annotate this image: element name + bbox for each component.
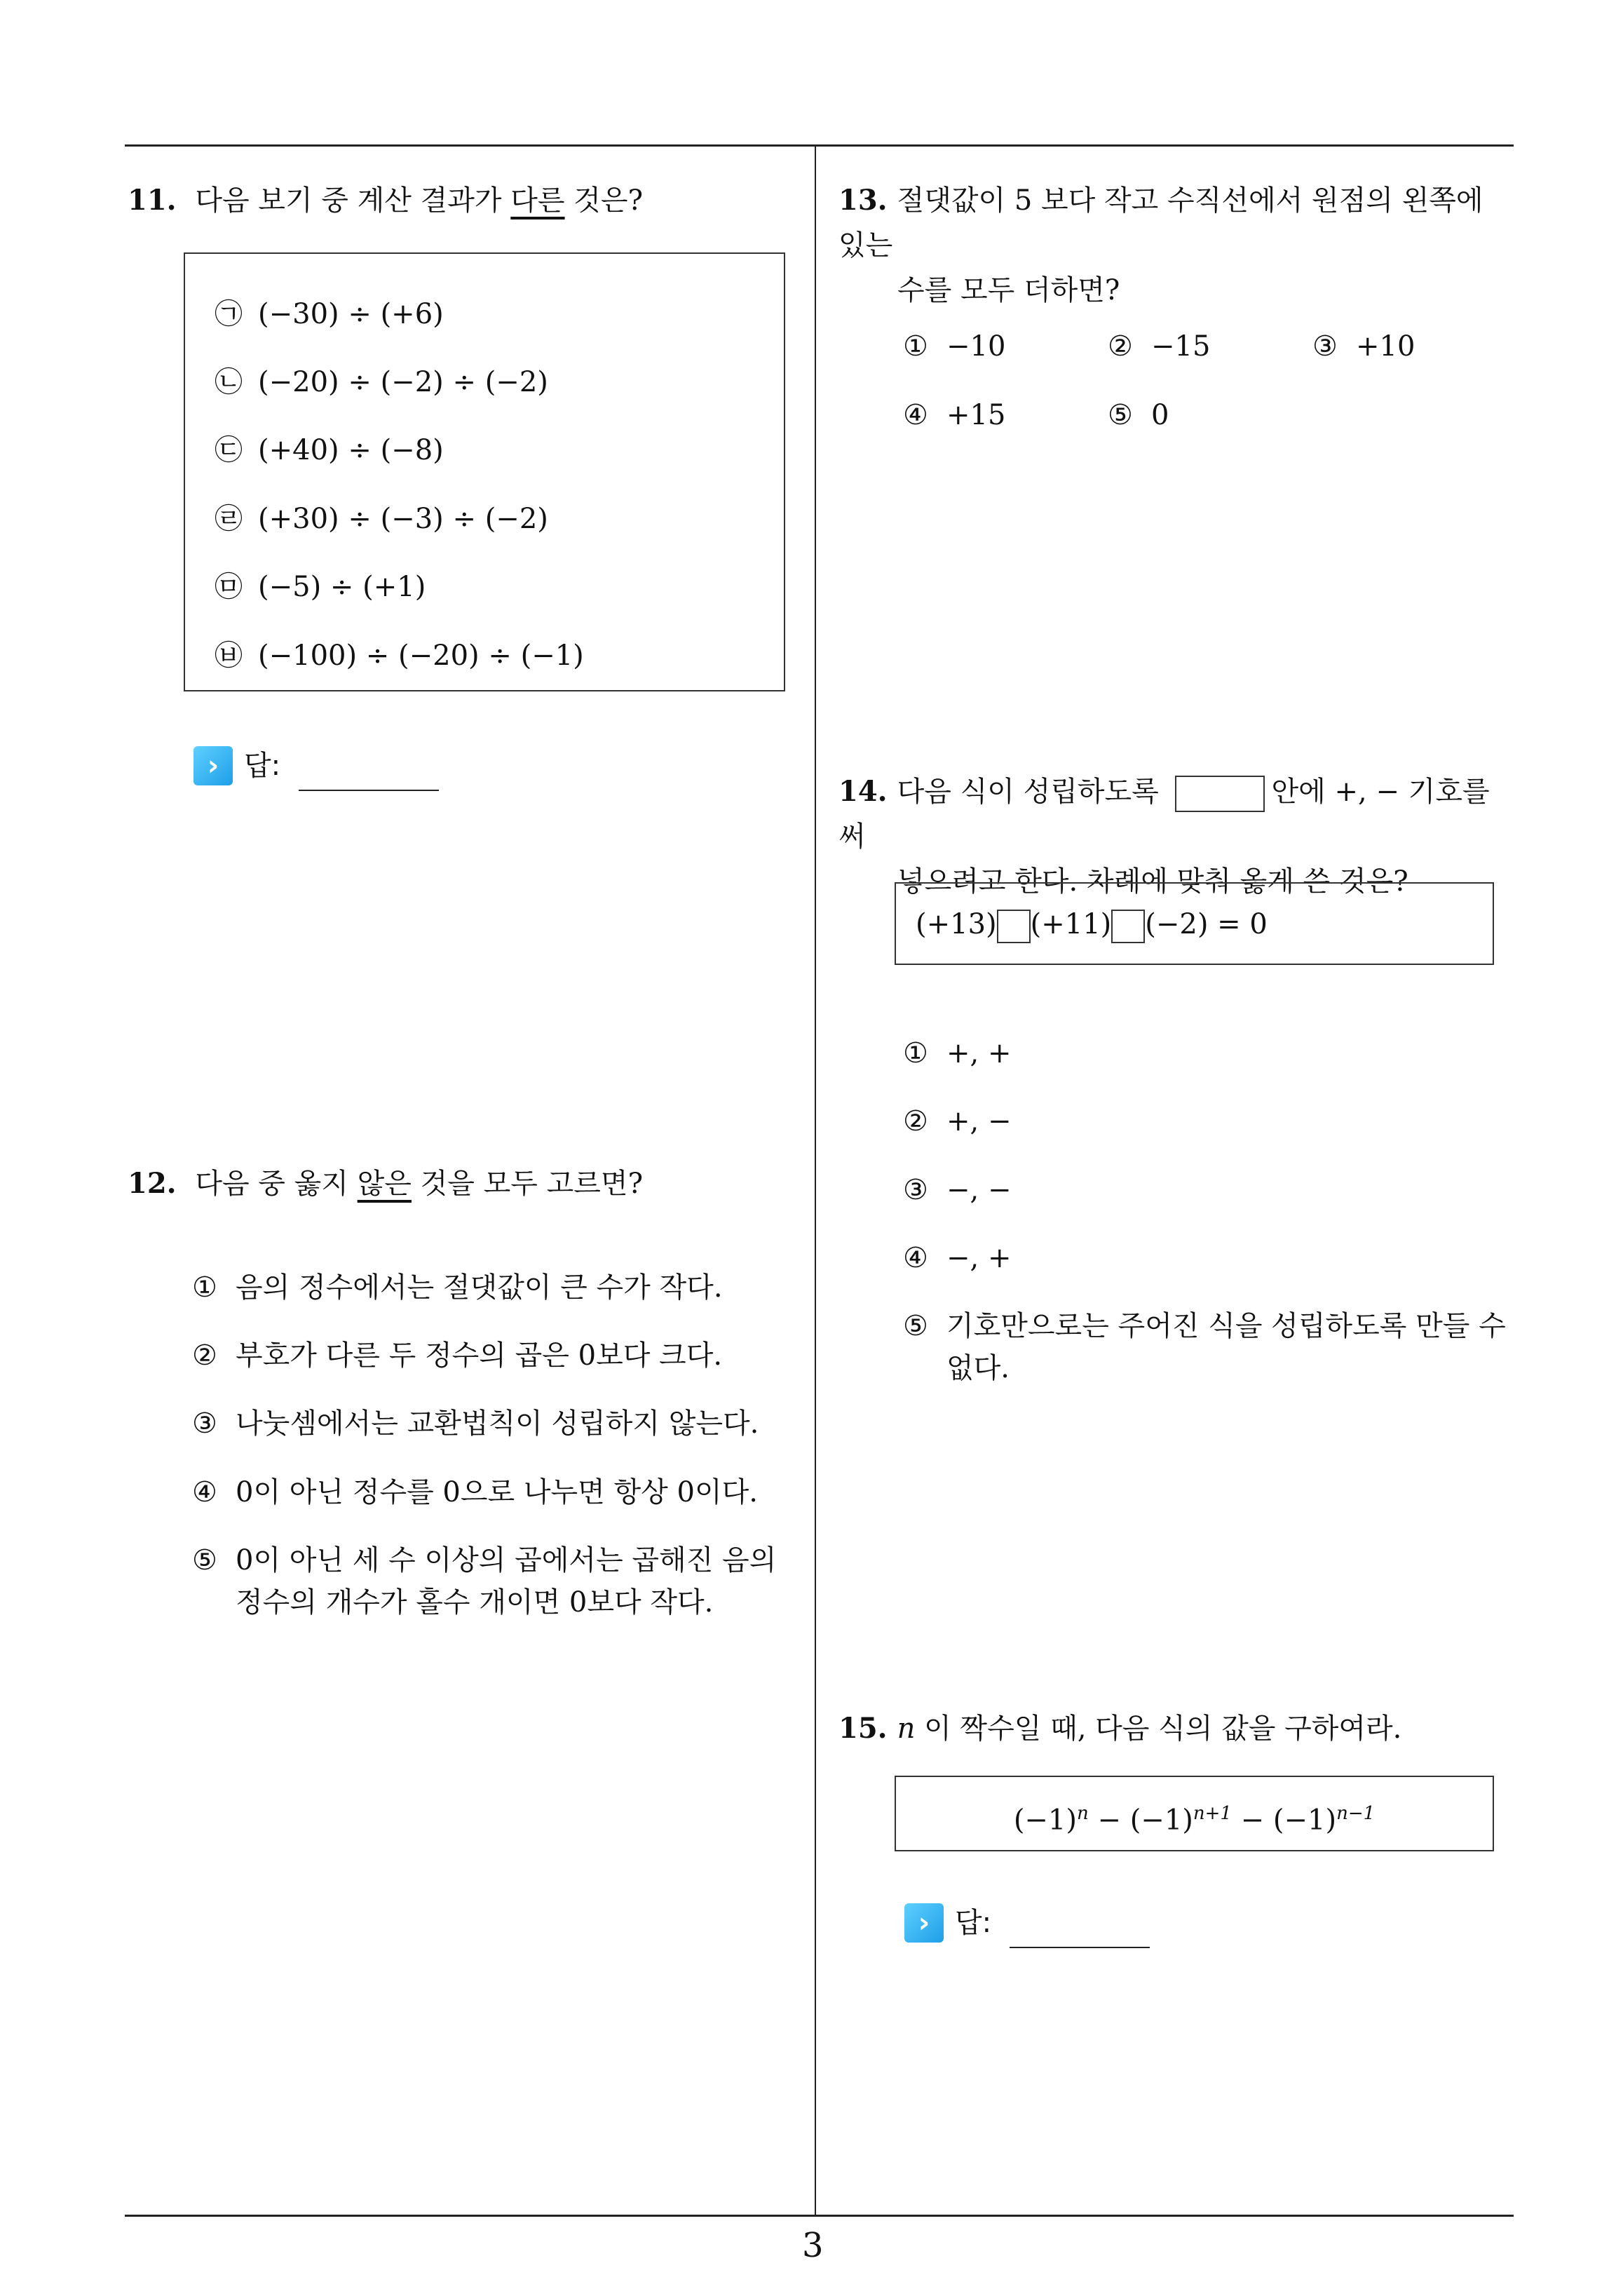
- blank-box: [1175, 776, 1265, 812]
- question-15: 15. n 이 짝수일 때, 다음 식의 값을 구하여라.: [838, 1712, 1402, 1745]
- q13-choice[interactable]: ④ +15: [903, 399, 1006, 431]
- q12-choice[interactable]: ③ 나눗셈에서는 교환법칙이 성립하지 않는다.: [192, 1407, 759, 1440]
- question-14: 14. 다음 식이 성립하도록 안에 +, − 기호를 써 넣으려고 한다. 차례에 맞춰 옳게 쓴 것은?: [838, 775, 1490, 898]
- q14-choice[interactable]: ⑤ 기호만으로는 주어진 식을 성립하도록 만들 수 없다.: [903, 1310, 1506, 1384]
- question-stem: 다음 중 옳지 않은 것을 모두 고르면?: [195, 1168, 644, 1200]
- question-number: 14.: [838, 775, 888, 808]
- chevron-right-icon: ›: [904, 1903, 944, 1943]
- q11-item: ㉠ (−30) ÷ (+6): [215, 298, 444, 330]
- question-number: 12.: [128, 1167, 177, 1200]
- question-13: 13. 절댓값이 5 보다 작고 수직선에서 원점의 왼쪽에 있는 수를 모두 더하면?: [838, 184, 1483, 306]
- column-divider: [815, 144, 816, 2216]
- top-rule: [125, 144, 1514, 147]
- q11-answer: › 답:: [193, 745, 439, 787]
- question-stem: 절댓값이 5 보다 작고 수직선에서 원점의 왼쪽에 있는: [838, 184, 1483, 262]
- underlined-word: 않은: [357, 1168, 412, 1200]
- q12-choice[interactable]: ② 부호가 다른 두 정수의 곱은 0보다 크다.: [192, 1339, 723, 1372]
- q13-choice[interactable]: ② −15: [1108, 330, 1211, 363]
- question-number: 15.: [838, 1712, 888, 1745]
- underlined-word: 다른: [510, 184, 565, 217]
- q11-item: ㉢ (+40) ÷ (−8): [215, 434, 444, 466]
- chevron-right-icon: ›: [193, 746, 233, 785]
- bottom-rule: [125, 2215, 1514, 2217]
- q11-item: ㉣ (+30) ÷ (−3) ÷ (−2): [215, 503, 548, 535]
- q12-choice[interactable]: ⑤ 0이 아닌 세 수 이상의 곱에서는 곱해진 음의 정수의 개수가 홀수 개이면 0보다 작다.: [192, 1544, 777, 1619]
- answer-blank[interactable]: [1010, 1945, 1150, 1948]
- question-12: [128, 1161, 794, 1206]
- q15-expression: $(-1)^n - (-1)^{n+1} - (-1)^{n-1}$: [1013, 1803, 1376, 1837]
- q13-choice[interactable]: ① −10: [903, 330, 1006, 363]
- page-number: 3: [802, 2226, 824, 2265]
- q13-choice[interactable]: ⑤ 0: [1108, 399, 1169, 431]
- q14-choice[interactable]: ① +, +: [903, 1037, 1012, 1069]
- q14-choice[interactable]: ③ −, −: [903, 1174, 1012, 1206]
- q15-answer: › 답:: [904, 1902, 1150, 1944]
- q12-choice[interactable]: ④ 0이 아닌 정수를 0으로 나누면 항상 0이다.: [192, 1476, 758, 1508]
- question-stem: 다음 보기 중 계산 결과가 다른 것은?: [195, 184, 644, 217]
- q14-expression: (+13) (+11) (−2) = 0: [916, 903, 1268, 945]
- q11-item: ㉡ (−20) ÷ (−2) ÷ (−2): [215, 366, 548, 398]
- blank-box: [997, 910, 1031, 943]
- answer-blank[interactable]: [299, 788, 439, 791]
- blank-box: [1111, 910, 1145, 943]
- q11-item: ㉤ (−5) ÷ (+1): [215, 571, 426, 603]
- q13-choice[interactable]: ③ +10: [1312, 330, 1415, 363]
- question-number: 11.: [128, 184, 177, 217]
- q12-choice[interactable]: ① 음의 정수에서는 절댓값이 큰 수가 작다.: [192, 1271, 723, 1304]
- question-number: 13.: [838, 184, 888, 217]
- q11-item: ㉥ (−100) ÷ (−20) ÷ (−1): [215, 640, 584, 672]
- q14-choice[interactable]: ④ −, +: [903, 1242, 1012, 1274]
- question-11: [128, 178, 794, 223]
- q14-choice[interactable]: ② +, −: [903, 1105, 1012, 1137]
